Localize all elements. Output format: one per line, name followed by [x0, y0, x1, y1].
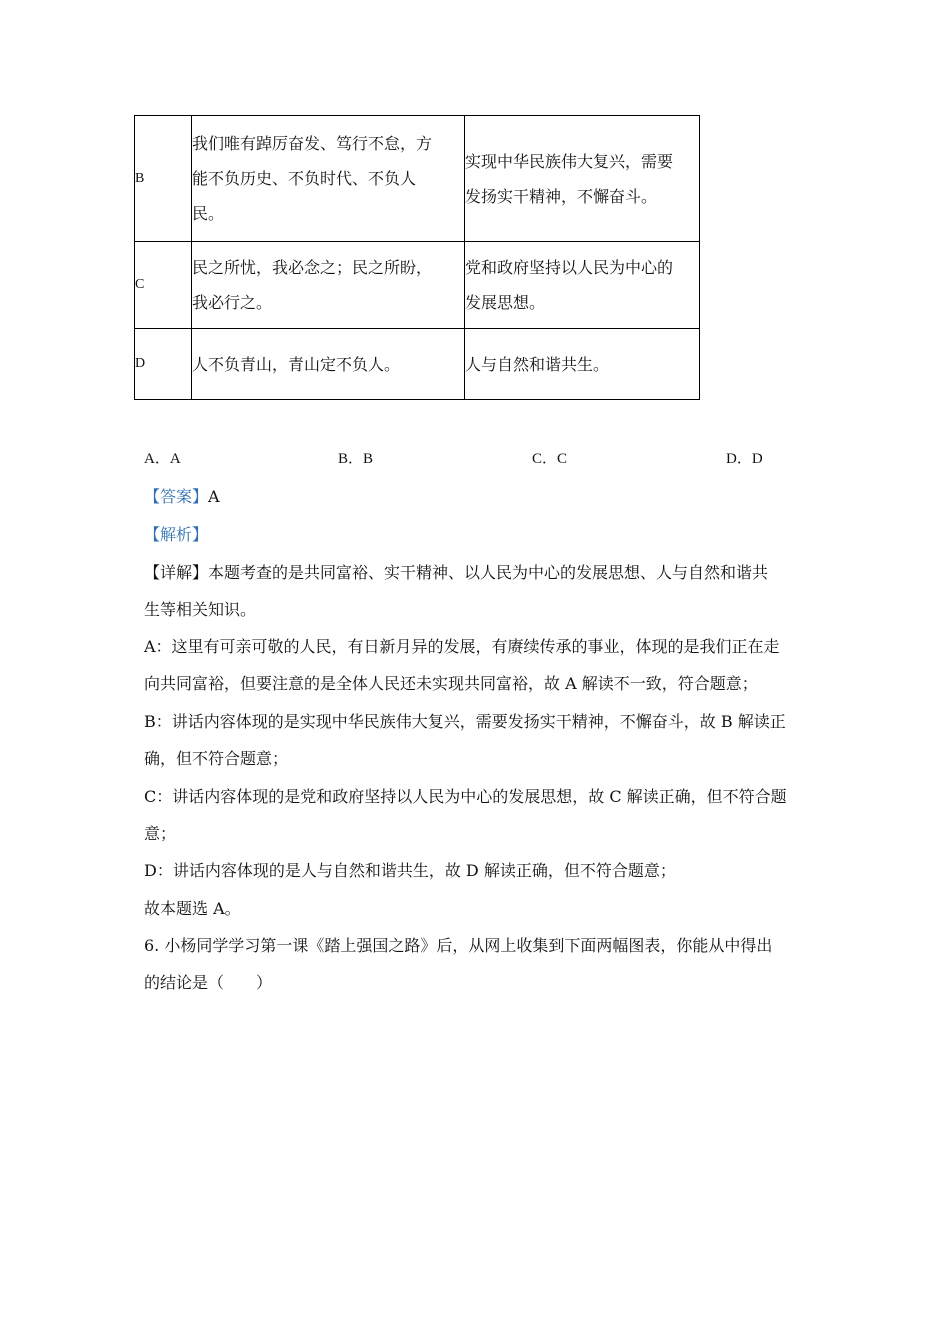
answer-value: A — [208, 487, 220, 506]
quote-line: 能不负历史、不负时代、不负人 — [192, 169, 417, 188]
reading-line: 发展思想。 — [465, 293, 546, 312]
answer-choices — [0, 447, 950, 469]
reading-line: 党和政府坚持以人民为中心的 — [465, 258, 674, 277]
table-row — [135, 329, 700, 400]
answer-tag: 【答案】 — [144, 487, 209, 506]
choice-b[interactable]: B．B — [338, 451, 374, 467]
detail-text: A：这里有可亲可敬的人民，有日新月异的发展，有赓续传承的事业，体现的是我们正在走 — [144, 637, 780, 656]
detail-text: 故本题选 A。 — [144, 899, 241, 918]
question-table — [134, 115, 700, 400]
choice-d[interactable]: D．D — [726, 451, 763, 467]
quote-line: 我们唯有踔厉奋发、笃行不怠，方 — [192, 134, 433, 153]
reading-cell — [465, 329, 700, 400]
quote-cell — [192, 329, 465, 400]
reading-cell — [465, 242, 700, 329]
detail-text: 意； — [144, 824, 177, 843]
detail-text: B：讲话内容体现的是实现中华民族伟大复兴，需要发扬实干精神，不懈奋斗，故 B 解读正 — [144, 712, 786, 731]
question-6-text: 的结论是（ ） — [144, 973, 273, 992]
quote-cell — [192, 116, 465, 242]
reading-cell — [465, 116, 700, 242]
question-6-text: 6. 小杨同学学习第一课《踏上强国之路》后，从网上收集到下面两幅图表，你能从中得出 — [144, 936, 773, 955]
quote-line: 人不负青山，青山定不负人。 — [192, 354, 401, 374]
quote-line: 民之所忧，我必念之；民之所盼， — [192, 258, 433, 277]
option-label: B — [135, 116, 192, 242]
detail-line — [144, 560, 768, 583]
reading-line: 发扬实干精神，不懈奋斗。 — [465, 186, 658, 206]
table-row — [135, 242, 700, 329]
answer-line — [144, 484, 220, 507]
option-label: C — [135, 242, 192, 329]
detail-text: C：讲话内容体现的是党和政府坚持以人民为中心的发展思想，故 C 解读正确，但不符合题 — [144, 787, 787, 806]
reading-line: 实现中华民族伟大复兴，需要 — [465, 151, 674, 171]
detail-tag: 【详解】 — [144, 563, 209, 582]
quote-cell — [192, 242, 465, 329]
option-label: D — [135, 329, 192, 400]
detail-text: 确，但不符合题意； — [144, 749, 289, 768]
detail-text: 本题考查的是共同富裕、实干精神、以人民为中心的发展思想、人与自然和谐共 — [208, 563, 769, 582]
reading-line: 人与自然和谐共生。 — [465, 354, 610, 374]
choice-c[interactable]: C．C — [532, 451, 568, 467]
table-row — [135, 116, 700, 242]
choice-a[interactable]: A．A — [144, 451, 181, 467]
analysis-tag: 【解析】 — [144, 525, 209, 544]
quote-line: 民。 — [192, 204, 225, 223]
quote-line: 我必行之。 — [192, 293, 273, 312]
analysis-line — [144, 522, 208, 545]
detail-text: 向共同富裕，但要注意的是全体人民还未实现共同富裕，故 A 解读不一致，符合题意； — [144, 674, 758, 693]
detail-text: D：讲话内容体现的是人与自然和谐共生，故 D 解读正确，但不符合题意； — [144, 861, 676, 880]
detail-text: 生等相关知识。 — [144, 600, 257, 619]
